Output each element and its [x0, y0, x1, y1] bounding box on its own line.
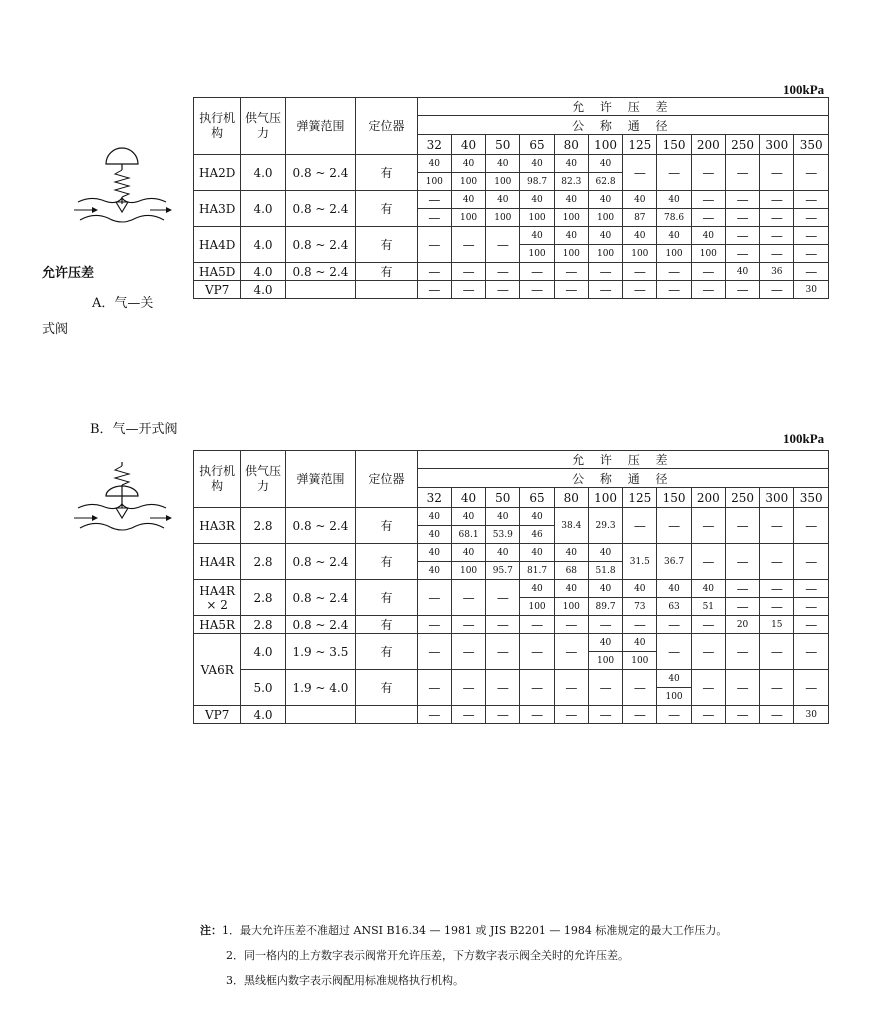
pressure-value-closed: 100	[588, 209, 622, 227]
pressure-value: —	[588, 706, 622, 724]
pressure-value-open: —	[760, 227, 794, 245]
pressure-value-closed: 63	[657, 598, 691, 616]
pressure-value: —	[417, 634, 451, 670]
pressure-value: —	[486, 616, 520, 634]
spring-range: 0.8 ~ 2.4	[285, 580, 356, 616]
pressure-value: —	[691, 508, 725, 544]
actuator-HA2D: HA2D	[194, 155, 241, 191]
pressure-value: —	[760, 706, 794, 724]
pressure-value-closed: 100	[623, 245, 657, 263]
pressure-value: 38.4	[554, 508, 588, 544]
pressure-value-open: 40	[588, 580, 622, 598]
pressure-value: —	[417, 281, 451, 299]
supply-pressure: 4.0	[241, 227, 285, 263]
spring-range: 1.9 ~ 4.0	[285, 670, 356, 706]
supply-pressure: 2.8	[241, 544, 285, 580]
pressure-value-open: 40	[657, 670, 691, 688]
pressure-value: —	[520, 706, 554, 724]
spring-range: 0.8 ~ 2.4	[285, 544, 356, 580]
pressure-value: —	[760, 508, 794, 544]
pressure-value: —	[451, 580, 485, 616]
spring-range	[285, 706, 356, 724]
positioner: 有	[356, 508, 417, 544]
pressure-value: —	[760, 544, 794, 580]
positioner: 有	[356, 634, 417, 670]
valve-symbol-close-icon	[72, 140, 172, 240]
pressure-value-closed: 100	[417, 173, 451, 191]
pressure-value-closed: 95.7	[486, 562, 520, 580]
pressure-value-open: 40	[451, 155, 485, 173]
header-spring-range: 弹簧范围	[285, 451, 356, 508]
pressure-value-open: 40	[657, 191, 691, 209]
pressure-value-closed: 53.9	[486, 526, 520, 544]
positioner: 有	[356, 580, 417, 616]
pressure-value-open: 40	[623, 634, 657, 652]
header-size-250: 250	[725, 488, 759, 508]
pressure-value: —	[417, 616, 451, 634]
pressure-value-open: 40	[554, 580, 588, 598]
pressure-value-open: 40	[554, 191, 588, 209]
pressure-value-closed: 98.7	[520, 173, 554, 191]
pressure-value: 36.7	[657, 544, 691, 580]
pressure-value: —	[657, 706, 691, 724]
spring-range: 1.9 ~ 3.5	[285, 634, 356, 670]
pressure-value-open: —	[725, 580, 759, 598]
pressure-value-closed: 100	[623, 652, 657, 670]
pressure-value: —	[486, 263, 520, 281]
pressure-value: —	[794, 670, 829, 706]
pressure-value-open: 40	[588, 191, 622, 209]
pressure-value: —	[520, 281, 554, 299]
actuator-HA5R: HA5R	[194, 616, 241, 634]
pressure-value: 40	[725, 263, 759, 281]
header-size-300: 300	[760, 135, 794, 155]
pressure-value-closed: 78.6	[657, 209, 691, 227]
actuator-VP7: VP7	[194, 281, 241, 299]
note-2: 2．同一格内的上方数字表示阀常开允许压差，下方数字表示阀全关时的允许压差。	[226, 949, 629, 962]
pressure-value: —	[520, 670, 554, 706]
header-size-250: 250	[725, 135, 759, 155]
header-size-125: 125	[623, 135, 657, 155]
pressure-value-closed: 100	[451, 562, 485, 580]
pressure-value-closed: 100	[554, 209, 588, 227]
pressure-value: 20	[725, 616, 759, 634]
pressure-value-closed: 68.1	[451, 526, 485, 544]
pressure-value: —	[451, 227, 485, 263]
pressure-value: —	[451, 670, 485, 706]
pressure-value: —	[691, 155, 725, 191]
positioner	[356, 706, 417, 724]
actuator-HA3D: HA3D	[194, 191, 241, 227]
actuator-VP7: VP7	[194, 706, 241, 724]
pressure-value-closed: 100	[451, 209, 485, 227]
header-size-32: 32	[417, 135, 451, 155]
pressure-value-open: 40	[554, 155, 588, 173]
pressure-value: —	[691, 616, 725, 634]
pressure-value-closed: —	[691, 209, 725, 227]
pressure-value: —	[691, 706, 725, 724]
pressure-value: —	[657, 263, 691, 281]
allowable-pressure-table-air-to-close	[193, 97, 829, 299]
pressure-value-open: —	[725, 227, 759, 245]
header-size-50: 50	[486, 135, 520, 155]
header-size-200: 200	[691, 135, 725, 155]
pressure-value: —	[486, 634, 520, 670]
supply-pressure: 4.0	[241, 263, 285, 281]
pressure-value-open: 40	[588, 155, 622, 173]
pressure-value: 15	[760, 616, 794, 634]
pressure-value-closed: 62.8	[588, 173, 622, 191]
pressure-value: —	[486, 227, 520, 263]
pressure-value-open: 40	[623, 191, 657, 209]
pressure-value-open: —	[760, 191, 794, 209]
pressure-value-closed: 100	[520, 598, 554, 616]
header-size-125: 125	[623, 488, 657, 508]
pressure-value-closed: 100	[486, 209, 520, 227]
pressure-value-closed: 100	[691, 245, 725, 263]
header-size-80: 80	[554, 488, 588, 508]
pressure-value-open: 40	[486, 191, 520, 209]
pressure-value: —	[451, 634, 485, 670]
header-size-350: 350	[794, 135, 829, 155]
pressure-value-closed: —	[760, 598, 794, 616]
pressure-value-open: —	[760, 580, 794, 598]
pressure-value-open: 40	[520, 580, 554, 598]
pressure-value: —	[760, 634, 794, 670]
header-allowable-pressure: 允 许 压 差	[417, 98, 828, 116]
pressure-value: —	[657, 616, 691, 634]
pressure-value-open: 40	[588, 544, 622, 562]
pressure-value-closed: —	[794, 598, 829, 616]
header-nominal-diameter: 公 称 通 径	[417, 116, 828, 135]
pressure-value: —	[417, 263, 451, 281]
header-supply-pressure: 供气压力	[241, 451, 285, 508]
pressure-value-closed: —	[794, 245, 829, 263]
pressure-value-open: 40	[588, 634, 622, 652]
pressure-value: 30	[794, 706, 829, 724]
header-size-150: 150	[657, 488, 691, 508]
pressure-value: —	[623, 263, 657, 281]
note-label: 注	[200, 924, 211, 937]
pressure-value: —	[520, 616, 554, 634]
pressure-value-closed: 51	[691, 598, 725, 616]
pressure-value: —	[623, 155, 657, 191]
pressure-value-open: 40	[451, 544, 485, 562]
pressure-value-open: 40	[417, 544, 451, 562]
pressure-value: —	[725, 508, 759, 544]
unit-label-b: 100kPa	[783, 431, 825, 446]
pressure-value: —	[520, 634, 554, 670]
pressure-value: —	[725, 544, 759, 580]
header-nominal-diameter: 公 称 通 径	[417, 469, 828, 488]
header-size-40: 40	[451, 135, 485, 155]
positioner: 有	[356, 191, 417, 227]
pressure-value: —	[657, 155, 691, 191]
actuator-HA4D: HA4D	[194, 227, 241, 263]
pressure-value: —	[760, 281, 794, 299]
header-size-32: 32	[417, 488, 451, 508]
supply-pressure: 4.0	[241, 706, 285, 724]
pressure-value-open: 40	[486, 508, 520, 526]
pressure-value: —	[554, 706, 588, 724]
pressure-value-open: —	[417, 191, 451, 209]
header-size-300: 300	[760, 488, 794, 508]
pressure-value-open: —	[794, 191, 829, 209]
pressure-value: 31.5	[623, 544, 657, 580]
supply-pressure: 4.0	[241, 155, 285, 191]
header-size-65: 65	[520, 135, 554, 155]
header-positioner: 定位器	[356, 451, 417, 508]
header-size-100: 100	[588, 488, 622, 508]
pressure-value: —	[417, 580, 451, 616]
pressure-value: —	[657, 634, 691, 670]
positioner: 有	[356, 670, 417, 706]
pressure-value: —	[725, 281, 759, 299]
pressure-value: —	[691, 634, 725, 670]
header-size-80: 80	[554, 135, 588, 155]
note-1: 注：1．最大允许压差不准超过 ANSI B16.34 — 1981 或 JIS B2201 — 1984 标准规定的最大工作压力。	[200, 924, 728, 937]
pressure-value-closed: 40	[417, 526, 451, 544]
supply-pressure: 5.0	[241, 670, 285, 706]
positioner	[356, 281, 417, 299]
pressure-value-closed: 46	[520, 526, 554, 544]
pressure-value: —	[725, 634, 759, 670]
spring-range: 0.8 ~ 2.4	[285, 263, 356, 281]
pressure-value-open: 40	[520, 227, 554, 245]
pressure-value: —	[451, 706, 485, 724]
spring-range	[285, 281, 356, 299]
header-actuator: 执行机构	[194, 98, 241, 155]
header-spring-range: 弹簧范围	[285, 98, 356, 155]
spring-range: 0.8 ~ 2.4	[285, 155, 356, 191]
actuator-HA4R × 2: HA4R × 2	[194, 580, 241, 616]
pressure-value: —	[588, 263, 622, 281]
pressure-value-open: 40	[520, 155, 554, 173]
pressure-value-closed: —	[794, 209, 829, 227]
pressure-value: —	[486, 281, 520, 299]
pressure-value-closed: 100	[657, 245, 691, 263]
pressure-value: —	[554, 670, 588, 706]
actuator-HA5D: HA5D	[194, 263, 241, 281]
actuator-HA4R: HA4R	[194, 544, 241, 580]
pressure-value: —	[794, 616, 829, 634]
pressure-value: —	[588, 670, 622, 706]
pressure-value: —	[554, 616, 588, 634]
pressure-value-closed: 68	[554, 562, 588, 580]
pressure-value-open: —	[794, 227, 829, 245]
header-size-100: 100	[588, 135, 622, 155]
pressure-value-open: 40	[623, 227, 657, 245]
pressure-value: —	[657, 281, 691, 299]
pressure-value: —	[794, 263, 829, 281]
pressure-value-open: 40	[486, 544, 520, 562]
pressure-value-closed: 100	[520, 245, 554, 263]
pressure-value: 36	[760, 263, 794, 281]
pressure-value: —	[486, 670, 520, 706]
pressure-value: —	[451, 263, 485, 281]
pressure-value-open: 40	[691, 580, 725, 598]
pressure-value-open: 40	[588, 227, 622, 245]
header-positioner: 定位器	[356, 98, 417, 155]
header-size-200: 200	[691, 488, 725, 508]
pressure-value: —	[760, 155, 794, 191]
pressure-value-closed: 82.3	[554, 173, 588, 191]
pressure-value-closed: 100	[588, 245, 622, 263]
pressure-value-open: 40	[520, 544, 554, 562]
pressure-value: —	[417, 227, 451, 263]
pressure-value: —	[725, 155, 759, 191]
pressure-value-closed: 89.7	[588, 598, 622, 616]
pressure-value-closed: 100	[451, 173, 485, 191]
header-size-40: 40	[451, 488, 485, 508]
section-heading: 允许压差	[42, 266, 95, 281]
header-size-150: 150	[657, 135, 691, 155]
actuator-VA6R: VA6R	[194, 634, 241, 706]
pressure-value: —	[623, 281, 657, 299]
pressure-value-closed: 87	[623, 209, 657, 227]
pressure-value: —	[657, 508, 691, 544]
pressure-value: —	[554, 634, 588, 670]
note-1-text: 1．最大允许压差不准超过 ANSI B16.34 — 1981 或 JIS B2201 — 1984 标准规定的最大工作压力。	[222, 924, 728, 937]
pressure-value: —	[794, 634, 829, 670]
pressure-value-closed: 81.7	[520, 562, 554, 580]
positioner: 有	[356, 227, 417, 263]
pressure-value: —	[520, 263, 554, 281]
pressure-value: —	[486, 706, 520, 724]
positioner: 有	[356, 155, 417, 191]
header-allowable-pressure: 允 许 压 差	[417, 451, 828, 469]
pressure-value: —	[794, 155, 829, 191]
pressure-value-closed: —	[760, 245, 794, 263]
spring-range: 0.8 ~ 2.4	[285, 191, 356, 227]
pressure-value: —	[623, 706, 657, 724]
unit-label-a: 100kPa	[783, 82, 825, 97]
pressure-value: —	[588, 281, 622, 299]
pressure-value-open: 40	[417, 508, 451, 526]
header-size-50: 50	[486, 488, 520, 508]
pressure-value-open: 40	[486, 155, 520, 173]
pressure-value: —	[623, 616, 657, 634]
pressure-value-closed: 40	[417, 562, 451, 580]
supply-pressure: 2.8	[241, 580, 285, 616]
pressure-value-closed: 100	[486, 173, 520, 191]
spring-range: 0.8 ~ 2.4	[285, 616, 356, 634]
pressure-value: —	[725, 706, 759, 724]
pressure-value: —	[794, 508, 829, 544]
pressure-value-closed: —	[725, 209, 759, 227]
pressure-value: —	[451, 281, 485, 299]
pressure-value: —	[623, 508, 657, 544]
section-a-label-line1: A．气—关	[92, 296, 154, 311]
pressure-value-open: 40	[451, 191, 485, 209]
pressure-value-open: 40	[657, 580, 691, 598]
pressure-value-open: —	[725, 191, 759, 209]
pressure-value: —	[794, 544, 829, 580]
allowable-pressure-table-air-to-open	[193, 450, 829, 724]
positioner: 有	[356, 616, 417, 634]
pressure-value: —	[725, 670, 759, 706]
spring-range: 0.8 ~ 2.4	[285, 508, 356, 544]
pressure-value: —	[588, 616, 622, 634]
pressure-value: —	[554, 263, 588, 281]
header-supply-pressure: 供气压力	[241, 98, 285, 155]
pressure-value: 30	[794, 281, 829, 299]
header-size-350: 350	[794, 488, 829, 508]
pressure-value: —	[691, 670, 725, 706]
pressure-value-open: 40	[554, 544, 588, 562]
pressure-value-closed: —	[417, 209, 451, 227]
pressure-value-closed: 100	[554, 245, 588, 263]
actuator-HA3R: HA3R	[194, 508, 241, 544]
pressure-value-open: 40	[623, 580, 657, 598]
pressure-value-closed: —	[725, 598, 759, 616]
pressure-value: —	[691, 281, 725, 299]
pressure-value: —	[417, 706, 451, 724]
pressure-value-open: —	[794, 580, 829, 598]
pressure-value-closed: 51.8	[588, 562, 622, 580]
pressure-value: —	[760, 670, 794, 706]
supply-pressure: 4.0	[241, 191, 285, 227]
pressure-value-open: 40	[417, 155, 451, 173]
supply-pressure: 2.8	[241, 508, 285, 544]
pressure-value-open: 40	[451, 508, 485, 526]
section-b-label: B．气—开式阀	[90, 422, 178, 437]
positioner: 有	[356, 263, 417, 281]
pressure-value-closed: 100	[554, 598, 588, 616]
supply-pressure: 4.0	[241, 281, 285, 299]
supply-pressure: 2.8	[241, 616, 285, 634]
pressure-value-open: 40	[554, 227, 588, 245]
pressure-value-closed: 73	[623, 598, 657, 616]
pressure-value: —	[691, 544, 725, 580]
pressure-value: —	[417, 670, 451, 706]
pressure-value-closed: 100	[657, 688, 691, 706]
supply-pressure: 4.0	[241, 634, 285, 670]
section-a-label-line2: 式阀	[42, 322, 69, 337]
pressure-value-open: 40	[520, 508, 554, 526]
spring-range: 0.8 ~ 2.4	[285, 227, 356, 263]
note-3: 3．黑线框内数字表示阀配用标准规格执行机构。	[226, 974, 464, 987]
positioner: 有	[356, 544, 417, 580]
pressure-value: —	[554, 281, 588, 299]
pressure-value-closed: 100	[520, 209, 554, 227]
pressure-value: 29.3	[588, 508, 622, 544]
pressure-value-closed: —	[725, 245, 759, 263]
pressure-value-open: —	[691, 191, 725, 209]
pressure-value-closed: —	[760, 209, 794, 227]
header-actuator: 执行机构	[194, 451, 241, 508]
pressure-value-open: 40	[691, 227, 725, 245]
pressure-value-open: 40	[520, 191, 554, 209]
pressure-value: —	[691, 263, 725, 281]
pressure-value: —	[486, 580, 520, 616]
pressure-value-closed: 100	[588, 652, 622, 670]
pressure-value: —	[623, 670, 657, 706]
header-size-65: 65	[520, 488, 554, 508]
pressure-value: —	[451, 616, 485, 634]
pressure-value-open: 40	[657, 227, 691, 245]
valve-symbol-open-icon	[72, 462, 172, 542]
